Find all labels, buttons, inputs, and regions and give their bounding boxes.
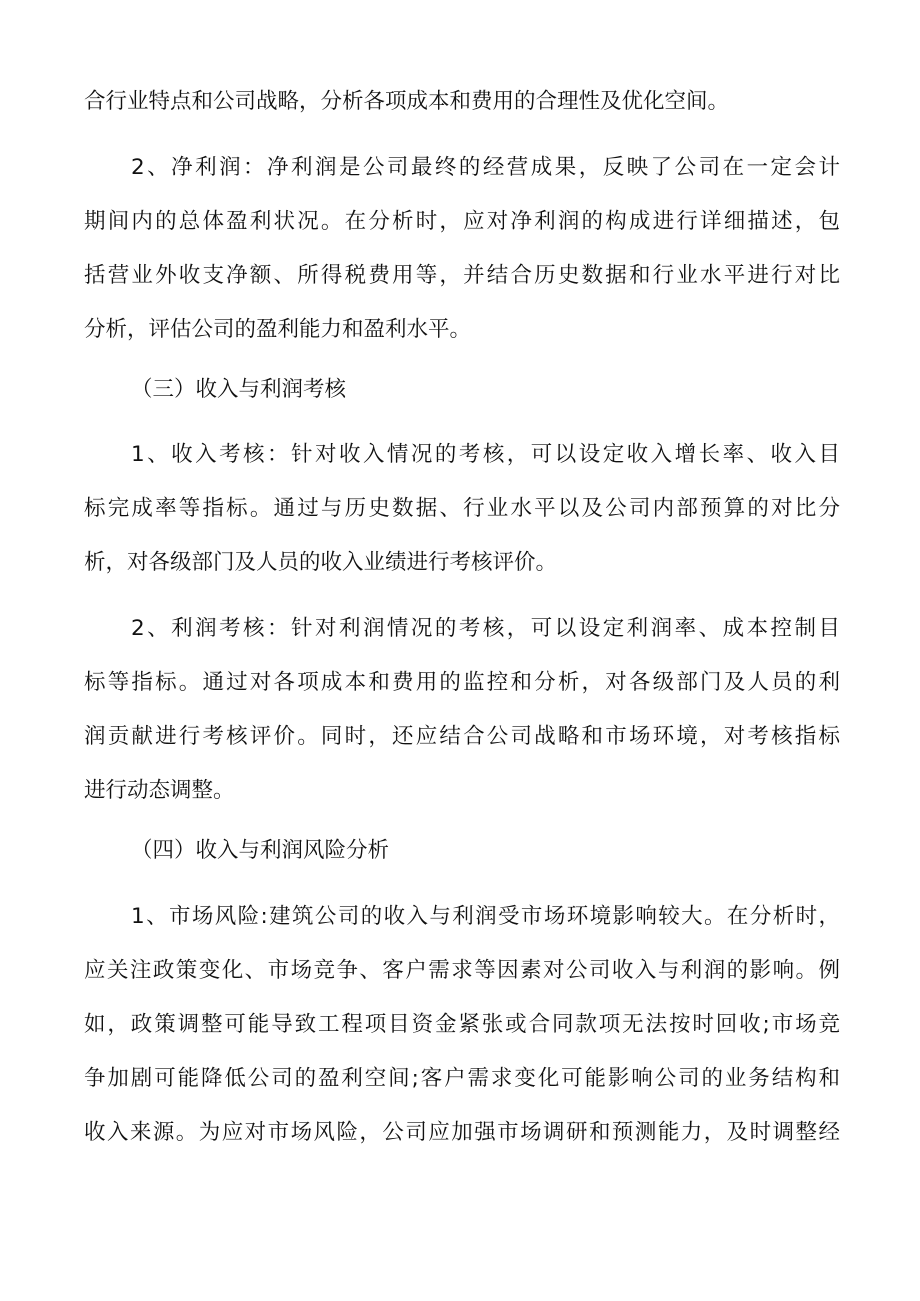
paragraph-line: 收入来源。为应对市场风险，公司应加强市场调研和预测能力，及时调整经 [84,1120,840,1145]
paragraph-line: 标等指标。通过对各项成本和费用的监控和分析，对各级部门及人员的利 [84,670,840,695]
paragraph-line: 1、市场风险:建筑公司的收入与利润受市场环境影响较大。在分析时， [131,904,840,929]
paragraph-line: 应关注政策变化、市场竞争、客户需求等因素对公司收入与利润的影响。例 [84,958,840,983]
paragraph-line: 如，政策调整可能导致工程项目资金紧张或合同款项无法按时回收;市场竞 [84,1012,840,1037]
paragraph-line: 2、利润考核：针对利润情况的考核，可以设定利润率、成本控制目 [131,616,840,641]
paragraph-line: 析，对各级部门及人员的收入业绩进行考核评价。 [84,550,558,575]
section-heading: （三）收入与利润考核 [131,377,347,402]
paragraph-line: 括营业外收支净额、所得税费用等，并结合历史数据和行业水平进行对比 [84,263,840,288]
paragraph-line: 争加剧可能降低公司的盈利空间;客户需求变化可能影响公司的业务结构和 [84,1066,840,1091]
paragraph-line: 分析，评估公司的盈利能力和盈利水平。 [84,317,472,342]
paragraph-line: 1、收入考核：针对收入情况的考核，可以设定收入增长率、收入目 [131,442,840,467]
paragraph-line: 进行动态调整。 [84,778,235,803]
paragraph-line: 合行业特点和公司战略，分析各项成本和费用的合理性及优化空间。 [84,89,730,114]
paragraph-line: 2、净利润：净利润是公司最终的经营成果，反映了公司在一定会计 [131,155,840,180]
paragraph-line: 润贡献进行考核评价。同时，还应结合公司战略和市场环境，对考核指标 [84,724,840,749]
section-heading: （四）收入与利润风险分析 [131,838,390,863]
paragraph-line: 标完成率等指标。通过与历史数据、行业水平以及公司内部预算的对比分 [84,496,840,521]
paragraph-line: 期间内的总体盈利状况。在分析时，应对净利润的构成进行详细描述，包 [84,209,840,234]
